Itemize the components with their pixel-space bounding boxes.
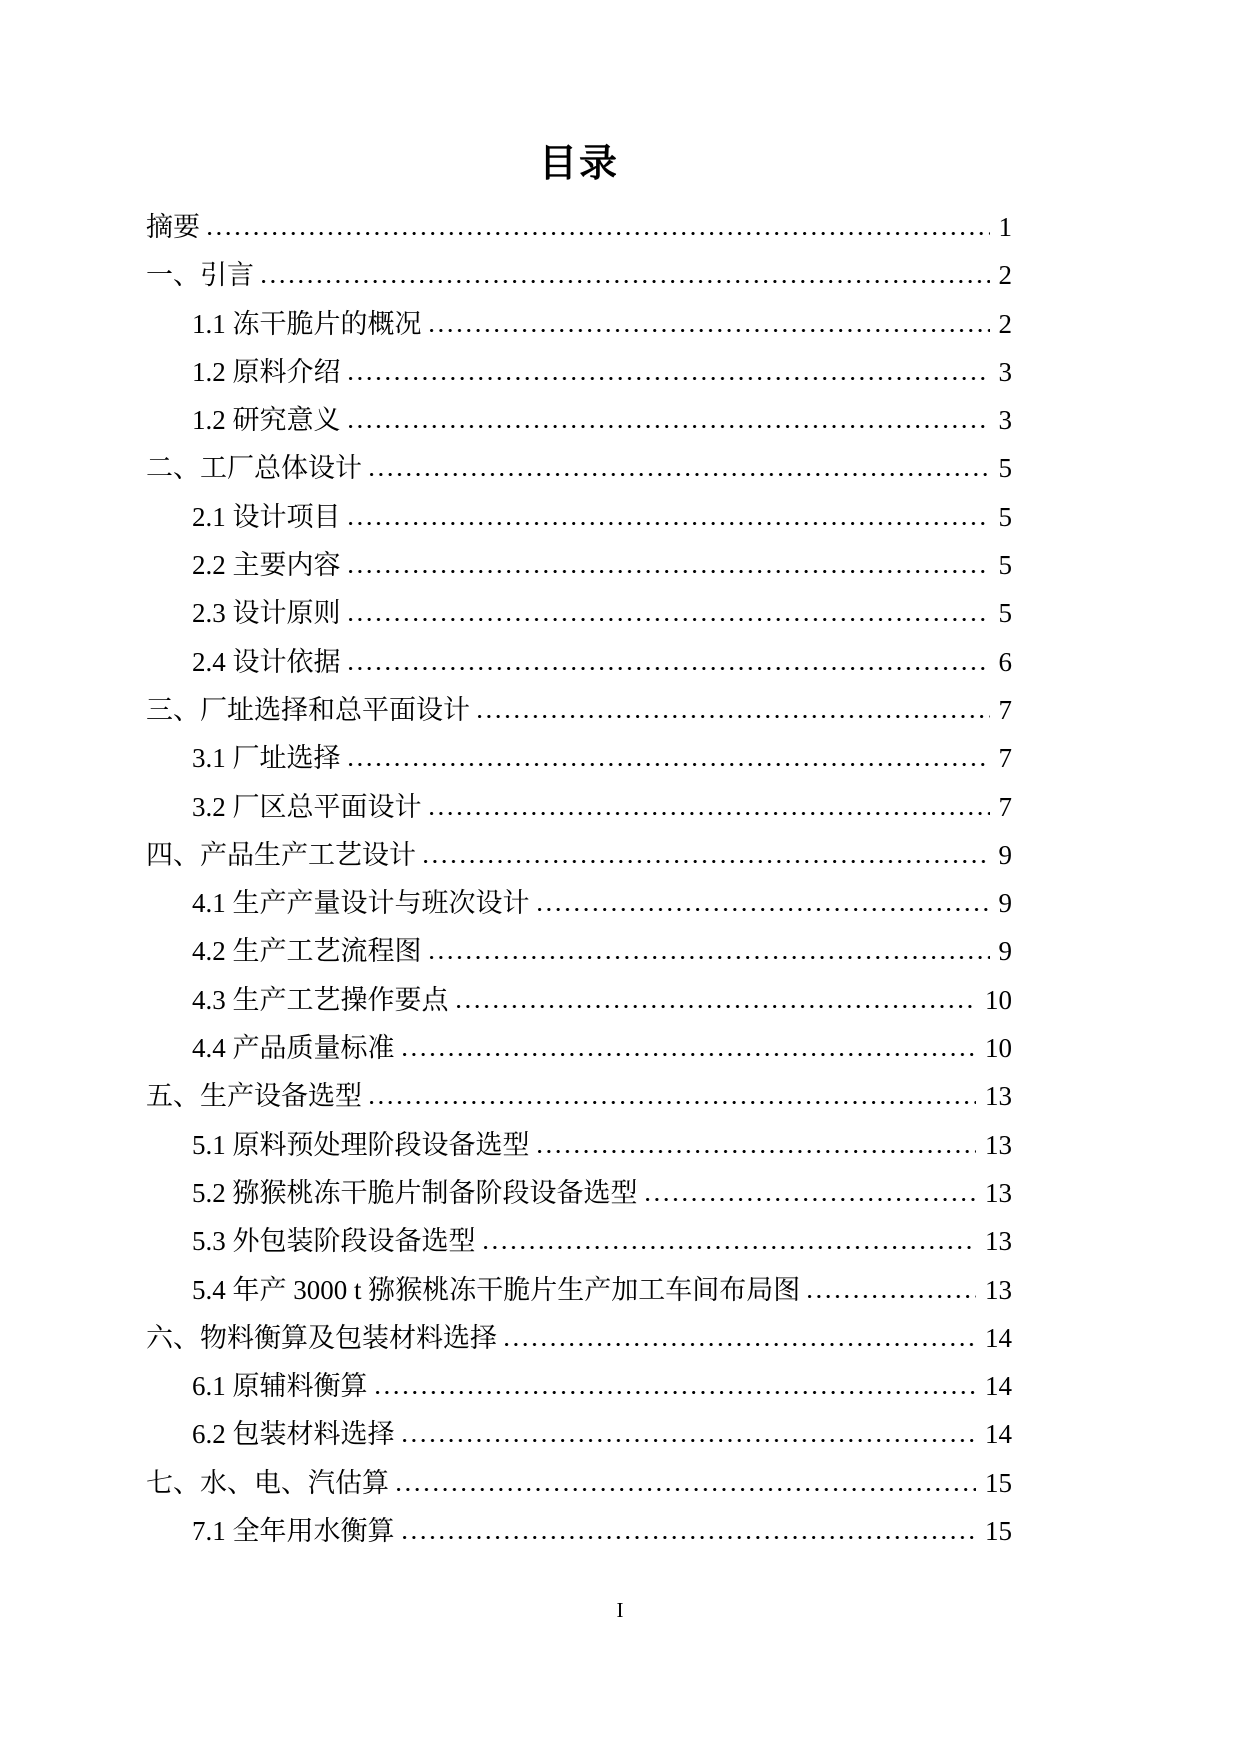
- dot-leader: [429, 811, 990, 816]
- toc-entry-page: 13: [985, 1274, 1012, 1305]
- toc-entry-page: 15: [985, 1467, 1012, 1498]
- toc-entry-label[interactable]: 3.1 厂址选择: [192, 743, 341, 774]
- toc-entry-label[interactable]: 5.1 原料预处理阶段设备选型: [192, 1129, 530, 1160]
- toc-entry[interactable]: [146, 927, 1012, 975]
- toc-entry[interactable]: [146, 396, 1012, 444]
- dot-leader: [348, 666, 990, 671]
- toc-entry-page: 3: [998, 405, 1012, 436]
- dot-leader: [348, 762, 990, 767]
- dot-leader: [369, 472, 990, 477]
- dot-leader: [645, 1197, 977, 1202]
- toc-entry[interactable]: [146, 251, 1012, 299]
- toc-entry-label[interactable]: 2.4 设计依据: [192, 646, 341, 677]
- toc-entry[interactable]: [146, 203, 1012, 251]
- dot-leader: [477, 714, 990, 719]
- toc-entry[interactable]: [146, 1459, 1012, 1507]
- toc-entry[interactable]: [146, 879, 1012, 927]
- dot-leader: [369, 1100, 976, 1105]
- toc-entry-page: 14: [985, 1322, 1012, 1353]
- toc-entry[interactable]: [146, 1314, 1012, 1362]
- dot-leader: [396, 1487, 976, 1492]
- toc-entry-label[interactable]: 4.3 生产工艺操作要点: [192, 984, 449, 1015]
- dot-leader: [483, 1245, 977, 1250]
- toc-entry-page: 2: [998, 260, 1012, 291]
- dot-leader: [537, 1149, 977, 1154]
- toc-entry-label[interactable]: 4.1 生产产量设计与班次设计: [192, 888, 530, 919]
- toc-entry-page: 9: [998, 936, 1012, 967]
- toc-entry-label[interactable]: 4.2 生产工艺流程图: [192, 936, 422, 967]
- toc-entry-page: 5: [998, 598, 1012, 629]
- dot-leader: [807, 1294, 976, 1299]
- footer-page-number: I: [616, 1598, 624, 1622]
- dot-leader: [348, 376, 990, 381]
- toc-entry[interactable]: [146, 831, 1012, 879]
- toc-entry-label[interactable]: 2.1 设计项目: [192, 501, 341, 532]
- toc-entry[interactable]: [146, 638, 1012, 686]
- toc-entry[interactable]: [146, 541, 1012, 589]
- toc-entry-label[interactable]: 3.2 厂区总平面设计: [192, 791, 422, 822]
- toc-entry-page: 5: [998, 501, 1012, 532]
- table-of-contents: [146, 203, 1012, 1555]
- dot-leader: [423, 859, 990, 864]
- toc-entry-page: 5: [998, 453, 1012, 484]
- toc-entry[interactable]: [146, 589, 1012, 637]
- toc-entry[interactable]: [146, 444, 1012, 492]
- toc-entry[interactable]: [146, 1072, 1012, 1120]
- toc-entry[interactable]: [146, 348, 1012, 396]
- toc-entry[interactable]: [146, 1217, 1012, 1265]
- toc-entry-label[interactable]: 6.2 包装材料选择: [192, 1419, 395, 1450]
- toc-entry-page: 1: [998, 212, 1012, 242]
- toc-entry-label[interactable]: 5.4 年产 3000 t 猕猴桃冻干脆片生产加工车间布局图: [192, 1274, 801, 1305]
- toc-entry-label[interactable]: 4.4 产品质量标准: [192, 1033, 395, 1064]
- toc-entry[interactable]: [146, 1507, 1012, 1555]
- toc-entry-label[interactable]: 摘要: [146, 212, 200, 242]
- toc-entry-page: 13: [985, 1226, 1012, 1257]
- dot-leader: [348, 569, 990, 574]
- toc-entry-label[interactable]: 五、生产设备选型: [146, 1081, 362, 1112]
- toc-entry-page: 15: [985, 1516, 1012, 1547]
- toc-entry-label[interactable]: 6.1 原辅料衡算: [192, 1371, 368, 1402]
- toc-entry[interactable]: [146, 976, 1012, 1024]
- toc-entry-label[interactable]: 7.1 全年用水衡算: [192, 1516, 395, 1547]
- toc-entry-label[interactable]: 四、产品生产工艺设计: [146, 839, 416, 870]
- toc-entry-page: 13: [985, 1177, 1012, 1208]
- dot-leader: [456, 1004, 977, 1009]
- toc-entry-label[interactable]: 三、厂址选择和总平面设计: [146, 694, 470, 725]
- toc-entry-page: 3: [998, 356, 1012, 387]
- toc-entry-label[interactable]: 七、水、电、汽估算: [146, 1467, 389, 1498]
- dot-leader: [402, 1438, 977, 1443]
- toc-entry[interactable]: [146, 1024, 1012, 1072]
- dot-leader: [348, 617, 990, 622]
- toc-entry-label[interactable]: 一、引言: [146, 260, 254, 291]
- toc-entry[interactable]: [146, 686, 1012, 734]
- toc-entry[interactable]: [146, 1266, 1012, 1314]
- dot-leader: [429, 328, 990, 333]
- toc-entry-page: 7: [998, 743, 1012, 774]
- toc-entry-page: 7: [998, 791, 1012, 822]
- dot-leader: [261, 279, 990, 284]
- toc-entry-page: 10: [985, 984, 1012, 1015]
- toc-entry-page: 14: [985, 1419, 1012, 1450]
- toc-entry-page: 9: [998, 839, 1012, 870]
- dot-leader: [402, 1535, 977, 1540]
- toc-entry-page: 13: [985, 1129, 1012, 1160]
- toc-entry-label[interactable]: 5.2 猕猴桃冻干脆片制备阶段设备选型: [192, 1177, 638, 1208]
- toc-entry[interactable]: [146, 1121, 1012, 1169]
- page-title: 目录: [538, 141, 619, 185]
- toc-entry[interactable]: [146, 493, 1012, 541]
- toc-entry-page: 10: [985, 1033, 1012, 1064]
- dot-leader: [504, 1342, 976, 1347]
- toc-entry-label[interactable]: 1.2 原料介绍: [192, 356, 341, 387]
- toc-entry-label[interactable]: 六、物料衡算及包装材料选择: [146, 1322, 497, 1353]
- toc-entry-label[interactable]: 1.2 研究意义: [192, 405, 341, 436]
- toc-entry-label[interactable]: 二、工厂总体设计: [146, 453, 362, 484]
- toc-entry-page: 13: [985, 1081, 1012, 1112]
- toc-entry-page: 5: [998, 550, 1012, 581]
- toc-entry[interactable]: [146, 300, 1012, 348]
- toc-entry-page: 2: [998, 308, 1012, 339]
- toc-entry[interactable]: [146, 783, 1012, 831]
- toc-entry-label[interactable]: 5.3 外包装阶段设备选型: [192, 1226, 476, 1257]
- dot-leader: [348, 424, 990, 429]
- toc-entry-label[interactable]: 2.3 设计原则: [192, 598, 341, 629]
- dot-leader: [402, 1052, 977, 1057]
- toc-entry-page: 14: [985, 1371, 1012, 1402]
- toc-entry-page: 7: [998, 694, 1012, 725]
- dot-leader: [429, 955, 990, 960]
- toc-entry[interactable]: [146, 1169, 1012, 1217]
- dot-leader: [207, 231, 990, 236]
- toc-entry[interactable]: [146, 1362, 1012, 1410]
- dot-leader: [375, 1390, 977, 1395]
- toc-entry[interactable]: [146, 1410, 1012, 1458]
- toc-entry-page: 9: [998, 888, 1012, 919]
- dot-leader: [537, 907, 990, 912]
- dot-leader: [348, 521, 990, 526]
- toc-entry-label[interactable]: 1.1 冻干脆片的概况: [192, 308, 422, 339]
- toc-entry[interactable]: [146, 734, 1012, 782]
- toc-entry-page: 6: [998, 646, 1012, 677]
- toc-entry-label[interactable]: 2.2 主要内容: [192, 550, 341, 581]
